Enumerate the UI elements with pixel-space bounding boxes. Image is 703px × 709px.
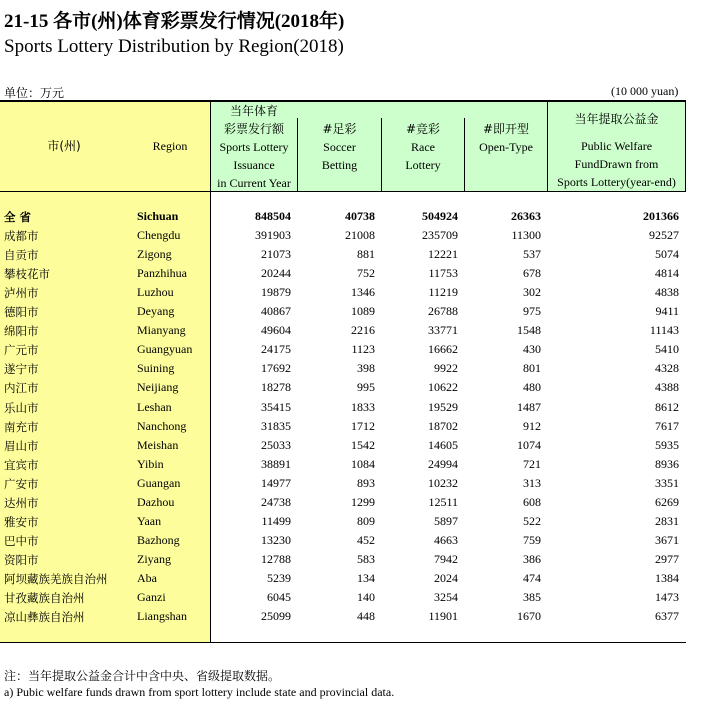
- cell-welfare: 1473: [655, 590, 679, 604]
- cell-region-en: Suining: [137, 361, 175, 376]
- cell-race: 11901: [428, 609, 458, 624]
- cell-welfare: 1384: [655, 570, 679, 585]
- cell-soccer: 893: [357, 475, 375, 490]
- cell-region-zh: 泸州市: [4, 286, 39, 301]
- cell-issuance: 40867: [261, 304, 291, 319]
- cell-race: 18702: [428, 418, 458, 433]
- cell-race: 7942: [434, 551, 458, 566]
- cell-welfare: 4814: [655, 266, 679, 281]
- cell-soccer: 398: [357, 361, 375, 376]
- cell-region-en: Bazhong: [137, 532, 180, 547]
- table-bottom-rule: [0, 642, 686, 643]
- table-row: [0, 265, 686, 284]
- cell-welfare: 4838: [655, 285, 679, 300]
- table-row: [0, 303, 686, 322]
- cell-open-type: 678: [523, 266, 541, 281]
- cell-race: 12221: [428, 247, 458, 262]
- cell-welfare: 9411: [655, 304, 679, 319]
- cell-region-zh: 内江市: [4, 381, 39, 396]
- table-row: [0, 608, 686, 627]
- cell-soccer: 1123: [351, 342, 375, 357]
- table-row: [0, 494, 686, 513]
- header-welfare-line: Public Welfare: [580, 139, 653, 153]
- cell-open-type: 721: [523, 456, 541, 471]
- cell-race: 26788: [428, 304, 458, 319]
- table-row: [0, 532, 686, 551]
- cell-soccer: 21008: [345, 228, 375, 243]
- unit-label-en: (10 000 yuan): [611, 84, 679, 98]
- cell-race: 10232: [428, 475, 458, 490]
- header-open-line: Open-Type: [479, 140, 533, 154]
- cell-region-zh: 巴中市: [4, 533, 39, 548]
- cell-issuance: 19879: [261, 285, 291, 300]
- cell-open-type: 801: [523, 361, 541, 376]
- header-bottom-rule: [0, 191, 686, 192]
- table-row: [0, 589, 686, 608]
- header-welfare-line: Sports Lottery(year-end): [557, 175, 676, 189]
- cell-soccer: 809: [357, 513, 375, 528]
- table-title-en: Sports Lottery Distribution by Region(2018): [4, 36, 344, 57]
- table-row: [0, 418, 686, 437]
- cell-issuance: 848504: [255, 209, 291, 223]
- cell-welfare: 92527: [649, 228, 679, 243]
- cell-region-en: Yaan: [137, 513, 162, 528]
- cell-race: 16662: [428, 342, 458, 357]
- cell-welfare: 5410: [655, 342, 679, 357]
- cell-issuance: 38891: [261, 456, 291, 471]
- header-open-type: [465, 120, 547, 156]
- cell-welfare: 11143: [649, 323, 679, 338]
- cell-race: 5897: [434, 513, 458, 528]
- table-row: [0, 227, 686, 246]
- cell-welfare: 4388: [655, 380, 679, 395]
- cell-soccer: 752: [357, 266, 375, 281]
- table-row: [0, 379, 686, 398]
- cell-open-type: 386: [523, 551, 541, 566]
- cell-open-type: 1548: [517, 323, 541, 338]
- table-row: [0, 246, 686, 265]
- cell-race: 9922: [434, 361, 458, 376]
- table-top-rule: [0, 100, 686, 102]
- cell-open-type: 975: [523, 304, 541, 319]
- cell-welfare: 8936: [655, 456, 679, 471]
- cell-region-zh: 广元市: [4, 343, 39, 358]
- cell-region-zh: 全 省: [4, 210, 32, 224]
- cell-welfare: 4328: [655, 361, 679, 376]
- cell-soccer: 1542: [351, 437, 375, 452]
- cell-region-en: Nanchong: [137, 418, 187, 433]
- header-race-line: #竞彩: [405, 122, 441, 136]
- header-issuance-line: Issuance: [233, 158, 275, 172]
- cell-region-zh: 宜宾市: [4, 457, 39, 472]
- cell-open-type: 480: [523, 380, 541, 395]
- header-issuance-line: 彩票发行额: [223, 122, 284, 136]
- cell-race: 12511: [428, 494, 458, 509]
- cell-issuance: 24738: [261, 494, 291, 509]
- cell-soccer: 134: [357, 570, 375, 585]
- table-row: [0, 360, 686, 379]
- cell-welfare: 5935: [655, 437, 679, 452]
- cell-issuance: 49604: [261, 323, 291, 338]
- cell-region-en: Meishan: [137, 437, 179, 452]
- cell-issuance: 13230: [261, 532, 291, 547]
- table-row: [0, 475, 686, 494]
- cell-issuance: 18278: [261, 380, 291, 395]
- cell-region-en: Luzhou: [137, 285, 174, 300]
- table-row: [0, 570, 686, 589]
- cell-region-zh: 德阳市: [4, 305, 39, 320]
- table-title-zh: 21-15 各市(州)体育彩票发行情况(2018年): [4, 11, 345, 32]
- cell-region-en: Neijiang: [137, 380, 179, 395]
- header-issuance-line: Sports Lottery: [219, 140, 289, 154]
- cell-soccer: 1833: [351, 399, 375, 414]
- cell-region-zh: 南充市: [4, 419, 39, 434]
- cell-region-en: Chengdu: [137, 228, 181, 243]
- cell-open-type: 430: [523, 342, 541, 357]
- cell-open-type: 26363: [511, 209, 541, 223]
- cell-race: 19529: [428, 399, 458, 414]
- cell-open-type: 1074: [517, 437, 541, 452]
- cell-soccer: 452: [357, 532, 375, 547]
- cell-region-zh: 雅安市: [4, 514, 39, 529]
- cell-issuance: 14977: [261, 475, 291, 490]
- header-welfare-line: FundDrawn from: [574, 157, 659, 171]
- cell-open-type: 522: [523, 513, 541, 528]
- cell-issuance: 5239: [267, 570, 291, 585]
- header-race-line: Lottery: [405, 158, 441, 172]
- cell-welfare: 3351: [655, 475, 679, 490]
- cell-region-en: Yibin: [137, 456, 164, 471]
- cell-region-en: Liangshan: [137, 609, 187, 624]
- table-row: [0, 513, 686, 532]
- cell-region-zh: 阿坝藏族羌族自治州: [4, 571, 108, 586]
- cell-issuance: 11499: [261, 513, 291, 528]
- cell-welfare: 3671: [655, 532, 679, 547]
- cell-issuance: 391903: [255, 228, 291, 243]
- cell-region-en: Dazhou: [137, 494, 175, 509]
- cell-soccer: 881: [357, 247, 375, 262]
- cell-issuance: 6045: [267, 590, 291, 604]
- cell-region-zh: 绵阳市: [4, 324, 39, 339]
- cell-race: 504924: [422, 209, 458, 223]
- cell-region-en: Sichuan: [137, 209, 179, 223]
- footnote-zh: 注：当年提取公益金合计中含中央、省级提取数据。: [4, 669, 281, 683]
- cell-region-en: Deyang: [137, 304, 175, 319]
- cell-region-en: Leshan: [137, 399, 172, 414]
- cell-region-zh: 资阳市: [4, 552, 39, 567]
- cell-issuance: 12788: [261, 551, 291, 566]
- table-row: [0, 437, 686, 456]
- cell-issuance: 20244: [261, 266, 291, 281]
- cell-open-type: 759: [523, 532, 541, 547]
- cell-open-type: 912: [523, 418, 541, 433]
- cell-issuance: 17692: [261, 361, 291, 376]
- cell-welfare: 6377: [655, 609, 679, 624]
- cell-region-zh: 凉山彝族自治州: [4, 610, 85, 625]
- cell-region-zh: 广安市: [4, 476, 39, 491]
- header-soccer: [298, 120, 381, 174]
- cell-region-en: Mianyang: [137, 323, 186, 338]
- cell-race: 3254: [434, 590, 458, 604]
- cell-race: 11753: [428, 266, 458, 281]
- cell-open-type: 11300: [511, 228, 541, 243]
- table-row: [0, 551, 686, 570]
- cell-race: 4663: [434, 532, 458, 547]
- cell-race: 14605: [428, 437, 458, 452]
- header-race-line: Race: [411, 140, 435, 154]
- header-welfare: [548, 110, 685, 191]
- cell-issuance: 31835: [261, 418, 291, 433]
- cell-region-en: Zigong: [137, 247, 172, 262]
- cell-soccer: 140: [357, 590, 375, 604]
- cell-soccer: 995: [357, 380, 375, 395]
- cell-region-en: Guangyuan: [137, 342, 193, 357]
- cell-race: 235709: [422, 228, 458, 243]
- cell-region-zh: 成都市: [4, 229, 39, 244]
- cell-soccer: 1299: [351, 494, 375, 509]
- header-race: [382, 120, 464, 174]
- header-region-en: Region: [152, 139, 188, 153]
- header-soccer-line: Soccer: [323, 140, 356, 154]
- table-row: [0, 399, 686, 418]
- cell-issuance: 25033: [261, 437, 291, 452]
- header-issuance-line: 当年体育: [229, 104, 278, 118]
- header-city-zh: 市(州): [47, 139, 81, 153]
- cell-soccer: 1089: [351, 304, 375, 319]
- cell-soccer: 1084: [351, 456, 375, 471]
- table-row: [0, 322, 686, 341]
- cell-welfare: 201366: [643, 209, 679, 223]
- header-issuance: [211, 102, 297, 192]
- cell-welfare: 6269: [655, 494, 679, 509]
- cell-open-type: 1670: [517, 609, 541, 624]
- cell-region-zh: 攀枝花市: [4, 267, 50, 282]
- cell-welfare: 2977: [655, 551, 679, 566]
- cell-race: 11219: [428, 285, 458, 300]
- cell-welfare: 8612: [655, 399, 679, 414]
- cell-open-type: 302: [523, 285, 541, 300]
- cell-soccer: 583: [357, 551, 375, 566]
- table-row: [0, 341, 686, 360]
- cell-issuance: 24175: [261, 342, 291, 357]
- cell-region-zh: 自贡市: [4, 248, 39, 263]
- cell-race: 24994: [428, 456, 458, 471]
- cell-race: 33771: [428, 323, 458, 338]
- cell-region-zh: 甘孜藏族自治州: [4, 591, 85, 605]
- header-soccer-line: #足彩: [322, 122, 357, 136]
- cell-region-zh: 乐山市: [4, 400, 39, 415]
- cell-race: 10622: [428, 380, 458, 395]
- table-row: [0, 284, 686, 303]
- cell-open-type: 1487: [517, 399, 541, 414]
- cell-region-zh: 达州市: [4, 495, 39, 510]
- table-row: [0, 456, 686, 475]
- table-right-border: [685, 101, 686, 191]
- table-row-total: [0, 208, 686, 227]
- header-soccer-line: Betting: [321, 158, 358, 172]
- cell-region-en: Guangan: [137, 475, 181, 490]
- cell-welfare: 5074: [655, 247, 679, 262]
- footnote-en: a) Pubic welfare funds drawn from sport lottery include state and provincial data.: [4, 685, 395, 699]
- cell-region-en: Aba: [137, 570, 157, 585]
- cell-issuance: 21073: [261, 247, 291, 262]
- cell-open-type: 385: [523, 590, 541, 604]
- cell-region-zh: 眉山市: [4, 438, 39, 453]
- header-welfare-line: 当年提取公益金: [574, 112, 659, 126]
- cell-welfare: 2831: [655, 513, 679, 528]
- cell-region-en: Ganzi: [137, 590, 166, 604]
- cell-race: 2024: [434, 570, 458, 585]
- cell-open-type: 537: [523, 247, 541, 262]
- cell-open-type: 608: [523, 494, 541, 509]
- cell-issuance: 25099: [261, 609, 291, 624]
- header-open-line: #即开型: [482, 122, 530, 136]
- unit-label-zh: 单位：万元: [4, 86, 65, 100]
- cell-soccer: 448: [357, 609, 375, 624]
- cell-issuance: 35415: [261, 399, 291, 414]
- cell-region-en: Ziyang: [137, 551, 171, 566]
- cell-soccer: 1712: [351, 418, 375, 433]
- cell-soccer: 40738: [345, 209, 375, 223]
- cell-region-en: Panzhihua: [137, 266, 187, 281]
- cell-open-type: 313: [523, 475, 541, 490]
- cell-soccer: 1346: [351, 285, 375, 300]
- cell-welfare: 7617: [655, 418, 679, 433]
- cell-region-zh: 遂宁市: [4, 362, 39, 377]
- header-issuance-line: in Current Year: [217, 176, 291, 190]
- cell-open-type: 474: [523, 570, 541, 585]
- cell-soccer: 2216: [351, 323, 375, 338]
